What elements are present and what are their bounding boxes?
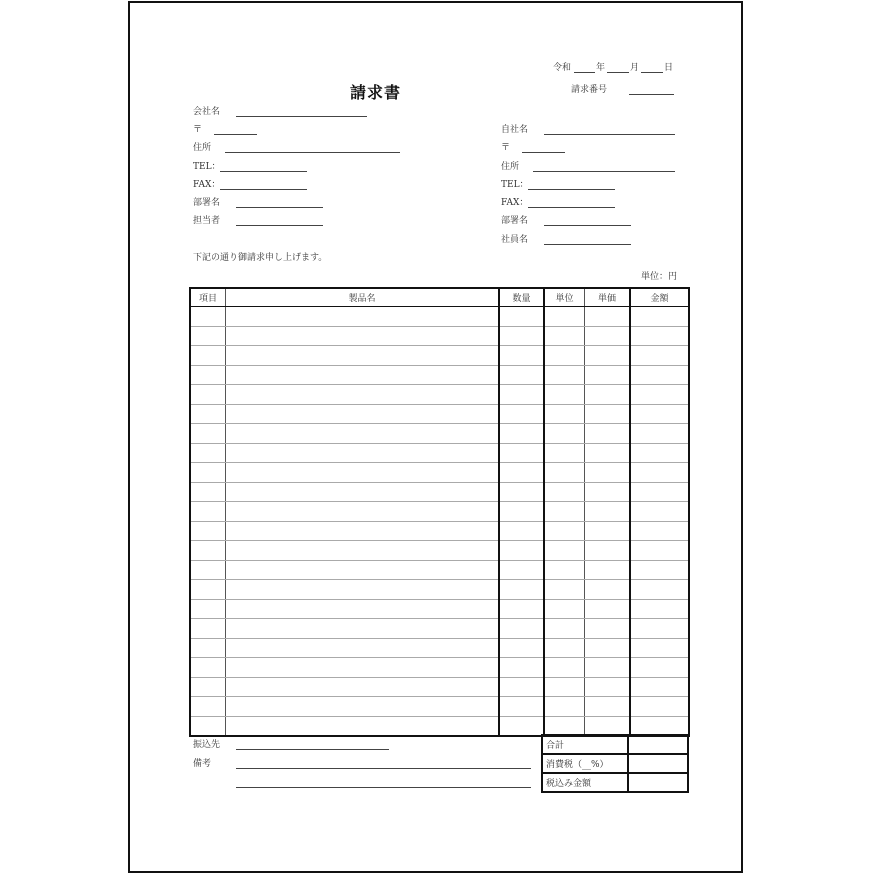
quantity-cell[interactable] (499, 307, 544, 327)
item-cell[interactable] (190, 638, 226, 658)
month-label: 月 (630, 63, 640, 73)
issuer-tel-field[interactable] (528, 189, 615, 190)
remarks-label: 備考 (193, 759, 212, 769)
item-cell[interactable] (190, 658, 226, 678)
tax-row (542, 754, 688, 773)
product-name-cell[interactable] (226, 560, 500, 580)
total-row (542, 773, 688, 792)
table-row (190, 560, 689, 580)
remarks-field-line-2[interactable] (236, 787, 531, 788)
tax-label: 消費税（__%） (542, 754, 628, 773)
item-cell[interactable] (190, 580, 226, 600)
amount-cell[interactable] (630, 424, 689, 444)
items-header-row (190, 288, 689, 307)
quantity-cell[interactable] (499, 326, 544, 346)
quantity-cell[interactable] (499, 599, 544, 619)
unit-cell[interactable] (544, 424, 585, 444)
amount-cell[interactable] (630, 307, 689, 327)
unit-price-cell[interactable] (585, 697, 631, 717)
table-row (190, 385, 689, 405)
product-name-cell[interactable] (226, 326, 500, 346)
unit-price-cell[interactable] (585, 365, 631, 385)
unit-cell[interactable] (544, 677, 585, 697)
quantity-cell[interactable] (499, 658, 544, 678)
customer-company-field[interactable] (236, 116, 367, 117)
unit-cell[interactable] (544, 560, 585, 580)
unit-price-cell[interactable] (585, 346, 631, 366)
quantity-cell[interactable] (499, 541, 544, 561)
unit-cell[interactable] (544, 521, 585, 541)
customer-postal-label: 〒 (193, 125, 203, 135)
amount-cell[interactable] (630, 580, 689, 600)
product-name-cell[interactable] (226, 658, 500, 678)
items-body (190, 307, 689, 737)
customer-dept-field[interactable] (236, 207, 323, 208)
customer-dept-label: 部署名 (193, 198, 221, 208)
unit-cell[interactable] (544, 580, 585, 600)
unit-price-cell[interactable] (585, 307, 631, 327)
table-row (190, 443, 689, 463)
tax-value[interactable] (628, 754, 688, 773)
unit-price-cell[interactable] (585, 677, 631, 697)
unit-price-cell[interactable] (585, 443, 631, 463)
customer-tel-field[interactable] (220, 171, 307, 172)
amount-cell[interactable] (630, 619, 689, 639)
unit-price-cell[interactable] (585, 580, 631, 600)
customer-person-field[interactable] (236, 225, 323, 226)
amount-cell[interactable] (630, 638, 689, 658)
table-row (190, 658, 689, 678)
unit-cell[interactable] (544, 307, 585, 327)
total-label: 税込み金額 (542, 773, 628, 792)
quantity-cell[interactable] (499, 697, 544, 717)
amount-cell[interactable] (630, 365, 689, 385)
customer-fax-label: FAX： (193, 180, 221, 190)
amount-cell[interactable] (630, 502, 689, 522)
unit-price-cell[interactable] (585, 326, 631, 346)
quantity-cell[interactable] (499, 424, 544, 444)
era-label: 令和 (553, 63, 572, 73)
amount-cell[interactable] (630, 677, 689, 697)
amount-cell[interactable] (630, 521, 689, 541)
document-title: 請求書 (350, 83, 402, 102)
product-name-cell[interactable] (226, 404, 500, 424)
unit-price-cell[interactable] (585, 463, 631, 483)
amount-cell[interactable] (630, 326, 689, 346)
product-name-cell[interactable] (226, 541, 500, 561)
unit-cell[interactable] (544, 638, 585, 658)
item-cell[interactable] (190, 443, 226, 463)
table-row (190, 365, 689, 385)
item-cell[interactable] (190, 560, 226, 580)
unit-price-cell[interactable] (585, 482, 631, 502)
issuer-company-field[interactable] (544, 134, 675, 135)
item-cell[interactable] (190, 677, 226, 697)
table-row (190, 502, 689, 522)
subtotal-label: 合計 (542, 735, 628, 754)
table-row (190, 541, 689, 561)
quantity-cell[interactable] (499, 521, 544, 541)
year-label: 年 (596, 63, 606, 73)
unit-price-cell[interactable] (585, 404, 631, 424)
customer-person-label: 担当者 (193, 216, 221, 226)
table-row (190, 697, 689, 717)
quantity-cell[interactable] (499, 443, 544, 463)
item-cell[interactable] (190, 502, 226, 522)
unit-cell[interactable] (544, 599, 585, 619)
table-row (190, 404, 689, 424)
quantity-cell[interactable] (499, 365, 544, 385)
summary-table (541, 734, 689, 793)
item-cell[interactable] (190, 716, 226, 736)
product-name-cell[interactable] (226, 482, 500, 502)
table-row (190, 580, 689, 600)
unit-price-cell[interactable] (585, 541, 631, 561)
issuer-dept-field[interactable] (544, 225, 631, 226)
item-cell[interactable] (190, 326, 226, 346)
invoice-number-blank[interactable] (629, 94, 674, 95)
quantity-cell[interactable] (499, 482, 544, 502)
unit-cell[interactable] (544, 443, 585, 463)
item-cell[interactable] (190, 424, 226, 444)
unit-cell[interactable] (544, 326, 585, 346)
unit-price-cell[interactable] (585, 521, 631, 541)
unit-cell[interactable] (544, 365, 585, 385)
unit-price-cell[interactable] (585, 619, 631, 639)
bank-label: 振込先 (193, 740, 221, 750)
product-name-cell[interactable] (226, 677, 500, 697)
amount-cell[interactable] (630, 716, 689, 736)
unit-note: 単位：円 (641, 272, 678, 282)
table-row (190, 677, 689, 697)
product-name-cell[interactable] (226, 502, 500, 522)
product-name-cell[interactable] (226, 346, 500, 366)
item-cell[interactable] (190, 385, 226, 405)
header-amount: 金額 (630, 288, 689, 307)
issuer-postal-label: 〒 (501, 143, 511, 153)
day-blank[interactable] (641, 72, 663, 73)
quantity-cell[interactable] (499, 385, 544, 405)
product-name-cell[interactable] (226, 424, 500, 444)
quantity-cell[interactable] (499, 502, 544, 522)
header-product-name: 製品名 (226, 288, 500, 307)
year-blank[interactable] (574, 72, 595, 73)
header-item: 項目 (190, 288, 226, 307)
header-unit: 単位 (544, 288, 585, 307)
issuer-company-label: 自社名 (501, 125, 529, 135)
quantity-cell[interactable] (499, 560, 544, 580)
customer-address-field[interactable] (225, 152, 400, 153)
customer-address-label: 住所 (193, 143, 212, 153)
unit-price-cell[interactable] (585, 502, 631, 522)
item-cell[interactable] (190, 697, 226, 717)
quantity-cell[interactable] (499, 580, 544, 600)
table-row (190, 326, 689, 346)
item-cell[interactable] (190, 365, 226, 385)
customer-company-label: 会社名 (193, 107, 221, 117)
product-name-cell[interactable] (226, 463, 500, 483)
table-row (190, 424, 689, 444)
header-quantity: 数量 (499, 288, 544, 307)
amount-cell[interactable] (630, 560, 689, 580)
issuer-fax-label: FAX： (501, 198, 529, 208)
unit-price-cell[interactable] (585, 599, 631, 619)
item-cell[interactable] (190, 521, 226, 541)
item-cell[interactable] (190, 346, 226, 366)
header-unit-price: 単価 (585, 288, 631, 307)
subtotal-value[interactable] (628, 735, 688, 754)
unit-price-cell[interactable] (585, 560, 631, 580)
table-row (190, 638, 689, 658)
issuer-address-field[interactable] (533, 171, 675, 172)
bank-field[interactable] (236, 749, 389, 750)
issuer-fax-field[interactable] (528, 207, 615, 208)
unit-cell[interactable] (544, 716, 585, 736)
issuer-tel-label: TEL： (501, 180, 529, 190)
product-name-cell[interactable] (226, 638, 500, 658)
product-name-cell[interactable] (226, 619, 500, 639)
quantity-cell[interactable] (499, 638, 544, 658)
total-value[interactable] (628, 773, 688, 792)
amount-cell[interactable] (630, 463, 689, 483)
item-cell[interactable] (190, 541, 226, 561)
unit-cell[interactable] (544, 404, 585, 424)
day-label: 日 (664, 63, 674, 73)
subtotal-row (542, 735, 688, 754)
quantity-cell[interactable] (499, 346, 544, 366)
amount-cell[interactable] (630, 697, 689, 717)
issuer-postal-field[interactable] (522, 152, 565, 153)
table-row (190, 716, 689, 736)
invoice-number-label: 請求番号 (571, 85, 608, 95)
item-cell[interactable] (190, 307, 226, 327)
amount-cell[interactable] (630, 541, 689, 561)
quantity-cell[interactable] (499, 463, 544, 483)
quantity-cell[interactable] (499, 716, 544, 736)
product-name-cell[interactable] (226, 580, 500, 600)
product-name-cell[interactable] (226, 385, 500, 405)
amount-cell[interactable] (630, 482, 689, 502)
item-cell[interactable] (190, 404, 226, 424)
amount-cell[interactable] (630, 658, 689, 678)
unit-cell[interactable] (544, 385, 585, 405)
customer-tel-label: TEL： (193, 162, 221, 172)
product-name-cell[interactable] (226, 521, 500, 541)
unit-cell[interactable] (544, 346, 585, 366)
product-name-cell[interactable] (226, 716, 500, 736)
amount-cell[interactable] (630, 404, 689, 424)
product-name-cell[interactable] (226, 307, 500, 327)
unit-cell[interactable] (544, 463, 585, 483)
table-row (190, 482, 689, 502)
unit-price-cell[interactable] (585, 716, 631, 736)
product-name-cell[interactable] (226, 365, 500, 385)
items-table (189, 287, 690, 737)
table-row (190, 346, 689, 366)
item-cell[interactable] (190, 619, 226, 639)
customer-postal-field[interactable] (214, 134, 257, 135)
table-row (190, 521, 689, 541)
amount-cell[interactable] (630, 385, 689, 405)
quantity-cell[interactable] (499, 619, 544, 639)
table-row (190, 599, 689, 619)
table-row (190, 619, 689, 639)
quantity-cell[interactable] (499, 404, 544, 424)
unit-cell[interactable] (544, 658, 585, 678)
item-cell[interactable] (190, 463, 226, 483)
product-name-cell[interactable] (226, 697, 500, 717)
unit-cell[interactable] (544, 502, 585, 522)
month-blank[interactable] (607, 72, 629, 73)
table-row (190, 463, 689, 483)
unit-price-cell[interactable] (585, 385, 631, 405)
item-cell[interactable] (190, 482, 226, 502)
issuer-dept-label: 部署名 (501, 216, 529, 226)
quantity-cell[interactable] (499, 677, 544, 697)
amount-cell[interactable] (630, 346, 689, 366)
table-row (190, 307, 689, 327)
unit-cell[interactable] (544, 697, 585, 717)
amount-cell[interactable] (630, 443, 689, 463)
intro-text: 下記の通り御請求申し上げます。 (193, 253, 328, 263)
unit-price-cell[interactable] (585, 658, 631, 678)
product-name-cell[interactable] (226, 443, 500, 463)
unit-cell[interactable] (544, 619, 585, 639)
unit-price-cell[interactable] (585, 638, 631, 658)
issuer-employee-label: 社員名 (501, 235, 529, 245)
customer-fax-field[interactable] (220, 189, 307, 190)
amount-cell[interactable] (630, 599, 689, 619)
remarks-field-line-1[interactable] (236, 768, 531, 769)
unit-cell[interactable] (544, 541, 585, 561)
issuer-address-label: 住所 (501, 162, 520, 172)
unit-price-cell[interactable] (585, 424, 631, 444)
issuer-employee-field[interactable] (544, 244, 631, 245)
item-cell[interactable] (190, 599, 226, 619)
product-name-cell[interactable] (226, 599, 500, 619)
unit-cell[interactable] (544, 482, 585, 502)
